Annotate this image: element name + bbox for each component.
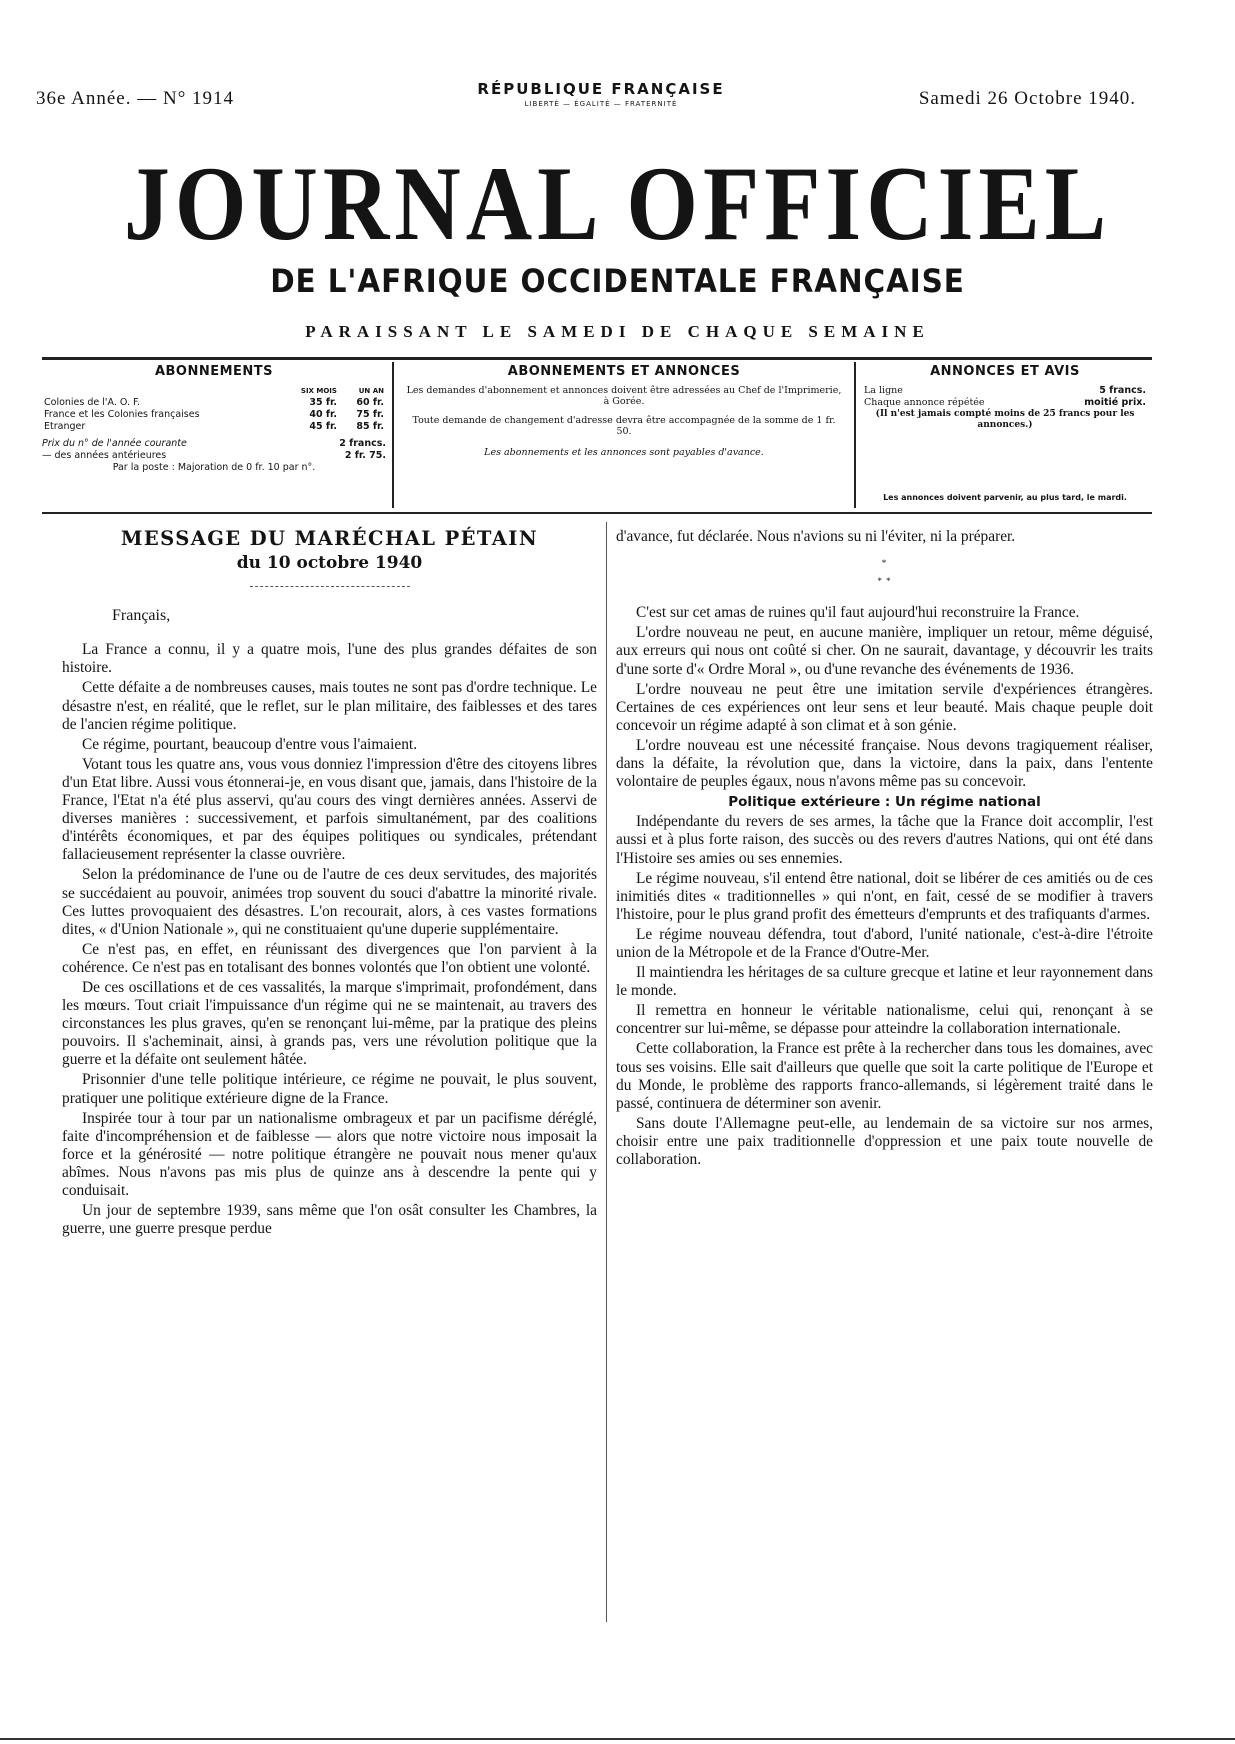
paragraph: Cette collaboration, la France est prête à la rechercher dans tous les domaines, avec tous ses voisins. Elle sait d'ailleurs que quelle que soit la carte politique de l'Europe et du Monde, le problème des rapports franco-allemands, si légèrement traité dans le passé, continuera de déterminer son avenir. [616, 1040, 1153, 1112]
paragraph: Indépendante du revers de ses armes, la tâche que la France doit accomplir, l'est aussi et à plus forte raison, des succès ou des revers d'autres Nations, qui ont été dans l'Histoire ses amies ou ses ennemies. [616, 813, 1153, 867]
salutation: Français, [112, 607, 171, 625]
repeat-price-row [864, 397, 1146, 409]
section-asterism: * * * [877, 558, 892, 587]
one-year-price: 85 fr. [356, 421, 384, 432]
row-label: Colonies de l'A. O. F. [44, 397, 140, 408]
paragraph-continuation: d'avance, fut déclarée. Nous n'avions su ni l'éviter, ni la préparer. [616, 528, 1016, 545]
paragraph: Le régime nouveau défendra, tout d'abord, l'unité nationale, c'est-à-dire l'étroite union de la Métropole et de la France d'Outre-Mer. [616, 925, 1153, 961]
table-row [42, 421, 386, 433]
paragraph: Il maintiendra les héritages de sa culture grecque et latine et leur rayonnement dans le monde. [616, 964, 1153, 1000]
ads-column [858, 362, 1152, 508]
single-issue-prices [42, 438, 386, 474]
minimum-charge-note: (Il n'est jamais compté moins de 25 francs pour les annonces.) [875, 409, 1135, 430]
page-bottom-rule [0, 1738, 1235, 1740]
header-top-line [36, 80, 1136, 120]
article-left-column [62, 528, 597, 1240]
republic-motto: LIBERTÉ — ÉGALITÉ — FRATERNITÉ [524, 100, 678, 108]
ads-title: ANNONCES ET AVIS [930, 364, 1080, 379]
subscriptions-box [42, 362, 1152, 508]
article-date: du 10 octobre 1940 [236, 553, 423, 574]
previous-years-price: 2 fr. 75. [344, 450, 386, 461]
title-rule [250, 586, 410, 587]
current-year-label: Prix du n° de l'année courante [42, 438, 187, 449]
current-year-price: 2 francs. [339, 438, 386, 449]
subscriptions-column [42, 362, 386, 508]
column-divider [606, 522, 607, 1622]
row-label: Etranger [44, 421, 86, 432]
one-year-price: 75 fr. [356, 409, 384, 420]
six-month-price: 40 fr. [309, 409, 337, 420]
paragraph: Ce régime, pourtant, beaucoup d'entre vous l'aimaient. [82, 735, 418, 753]
paragraph: L'ordre nouveau ne peut être une imitation servile d'expériences étrangères. Certaines de ces expériences ont leur sens et leur beauté. Mais chaque peuple doit concevoir un régime adapté à son climat et à son génie. [616, 680, 1153, 734]
subscriptions-ads-column [392, 362, 856, 508]
repeat-price-label: Chaque annonce répétée [864, 397, 985, 408]
paragraph: Il remettra en honneur le véritable nationalisme, celui qui, renonçant à se concentrer sur lui-même, se dépasse pour atteindre la collaboration internationale. [616, 1002, 1153, 1038]
issue-number: 36e Année. — N° 1914 [36, 88, 235, 109]
paragraph: L'ordre nouveau ne peut, en aucune manière, impliquer un retour, même déguisé, aux erreurs qui nous ont coûté si cher. On ne saurait, davantage, y découvrir les traits d'une sorte d'« Ordre Moral », ou d'une revanche des événements de 1936. [616, 624, 1153, 678]
republic-label: RÉPUBLIQUE FRANÇAISE [477, 80, 725, 98]
postal-surcharge-note: Par la poste : Majoration de 0 fr. 10 par n°. [112, 462, 316, 473]
address-change-note: Toute demande de changement d'adresse devra être accompagnée de la somme de 1 fr. 50. [412, 415, 836, 437]
paragraph: Ce n'est pas, en effet, en réunissant des divergences que l'on parvient à la cohérence. Ce n'est pas en totalisant des bonnes volontés que l'on obtient une volonté. [62, 940, 597, 976]
paragraph: Prisonnier d'une telle politique intérieure, ce régime ne pouvait, le plus souvent, pratiquer une politique extérieure digne de la France. [62, 1071, 597, 1107]
subscriptions-ads-title: ABONNEMENTS ET ANNONCES [507, 364, 741, 379]
republic-block [396, 80, 806, 108]
subscriptions-ads-note: Les demandes d'abonnement et annonces doivent être adressées au Chef de l'Imprimerie, à Gorée. [406, 385, 842, 407]
paragraph: Sans doute l'Allemagne peut-elle, au lendemain de sa victoire sur nos armes, choisir entre une paix traditionnelle d'oppression et une paix toute nouvelle de collaboration. [616, 1114, 1153, 1168]
paragraph: Votant tous les quatre ans, vous vous donniez l'impression d'être des citoyens libres d'un Etat libre. Aussi vous étonnerai-je, en vous disant que, jamais, dans l'histoire de la France, l'Etat n'a été plus asservi, qu'au cours des vingt dernières années. Asservi de diverses manières : successivement, et parfois simultanément, par des coalitions d'intérêts économiques, et par des équipes politiques ou syndicales, prétendant fallacieusement représenter la classe ouvrière. [62, 755, 597, 864]
journal-title: JOURNAL OFFICIEL [123, 144, 1112, 262]
line-price-value: 5 francs. [1099, 385, 1146, 396]
table-row [42, 397, 386, 409]
paragraph: C'est sur cet amas de ruines qu'il faut aujourd'hui reconstruire la France. [636, 604, 1080, 622]
issue-date: Samedi 26 Octobre 1940. [918, 88, 1136, 109]
ads-deadline-note: Les annonces doivent parvenir, au plus tard, le mardi. [883, 493, 1127, 502]
repeat-price-value: moitié prix. [1084, 397, 1146, 408]
one-year-header: UN AN [358, 387, 384, 395]
publication-tagline: PARAISSANT LE SAMEDI DE CHAQUE SEMAINE [305, 322, 930, 341]
paragraph: Le régime nouveau, s'il entend être national, doit se libérer de ces amitiés ou de ces inimitiés dites « traditionnelles » qui n'ont, en fait, cessé de se modifier à travers l'histoire, pour le plus grand profit des émetteurs d'emprunts et des trafiquants d'armes. [616, 869, 1153, 923]
subscriptions-title: ABONNEMENTS [154, 364, 274, 379]
article-right-column [616, 528, 1153, 1171]
six-month-price: 35 fr. [309, 397, 337, 408]
six-month-price: 45 fr. [309, 421, 337, 432]
paragraph: Un jour de septembre 1939, sans même que l'on osât consulter les Chambres, la guerre, une guerre presque perdue [62, 1202, 597, 1238]
table-row [42, 409, 386, 421]
paragraph: Inspirée tour à tour par un nationalisme ombrageux et par un pacifisme déréglé, faite d'incompréhension et de faiblesse — alors que notre victoire nous imposait la force et la générosité — notre politique étrangère ne pouvait nous mener qu'aux abîmes. Nous n'avons pas mis plus de quinze ans à descendre la pente qui y conduisait. [62, 1109, 597, 1199]
subscriptions-bottom-rule [42, 512, 1152, 514]
paragraph: La France a connu, il y a quatre mois, l'une des plus grandes défaites de son histoire. [62, 641, 597, 677]
line-price-label: La ligne [864, 385, 903, 396]
payment-note: Les abonnements et les annonces sont payables d'avance. [484, 447, 764, 458]
one-year-price: 60 fr. [356, 397, 384, 408]
line-price-row [864, 385, 1146, 397]
paragraph: Cette défaite a de nombreuses causes, mais toutes ne sont pas d'ordre technique. Le désastre n'est, en réalité, que le reflet, sur le plan militaire, des faiblesses et des tares de l'ancien régime politique. [62, 679, 597, 733]
subscriptions-top-rule [42, 357, 1152, 360]
paragraph: De ces oscillations et de ces vassalités, la marque s'imprimait, profondément, dans les mœurs. Tout criait l'impuissance d'un régime qui ne se maintenait, au travers des circonstances les plus graves, qu'en se renonçant lui-même, par la pratique des pleins pouvoirs. Il s'acheminait, ainsi, à grands pas, vers une révolution politique que la guerre et la défaite ont seulement hâtée. [62, 978, 597, 1069]
article-title: MESSAGE DU MARÉCHAL PÉTAIN [120, 527, 539, 550]
paragraph: L'ordre nouveau est une nécessité française. Nous devons tragiquement réaliser, dans la défaite, la révolution que, dans la victoire, dans la paix, dans l'entente volontaire de peuples égaux, nous n'avons même pas su concevoir. [616, 736, 1153, 791]
section-heading: Politique extérieure : Un régime national [728, 794, 1041, 811]
paragraph: Selon la prédominance de l'une ou de l'autre de ces deux servitudes, des majorités se succédaient au pouvoir, animées trop souvent du souci d'abattre la minorité rivale. Ces luttes provoquaient des désastres. L'on recourait, alors, à ces vastes formations dites, « d'Union Nationale », qui ne constituaient qu'une duperie supplémentaire. [62, 866, 597, 938]
six-months-header: SIX MOIS [300, 387, 337, 395]
subscription-price-table [42, 385, 386, 433]
journal-subtitle: DE L'AFRIQUE OCCIDENTALE FRANÇAISE [270, 262, 965, 300]
row-label: France et les Colonies françaises [44, 409, 200, 420]
previous-years-label: — des années antérieures [42, 450, 167, 461]
